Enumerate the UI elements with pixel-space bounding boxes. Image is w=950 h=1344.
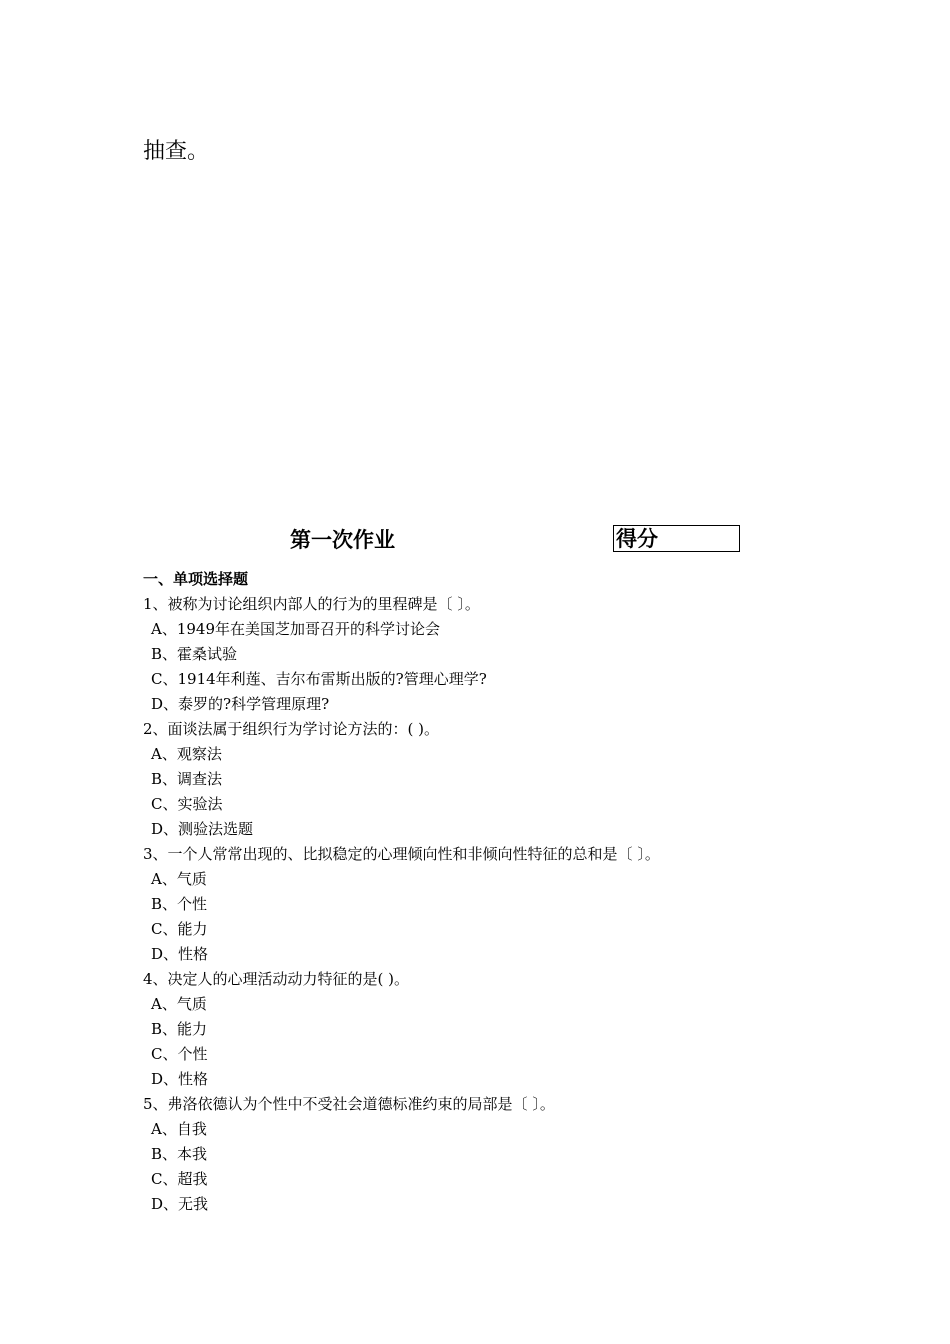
question-stem: 3、一个人常常出现的、比拟稳定的心理倾向性和非倾向性特征的总和是〔 〕。 [143, 845, 660, 863]
option-c: C、个性 [151, 1045, 208, 1063]
option-b: B、霍桑试验 [151, 645, 238, 663]
option-d: D、性格 [151, 1070, 209, 1088]
option-b: B、本我 [151, 1145, 208, 1163]
option-a: A、气质 [151, 870, 207, 888]
option-a: A、气质 [151, 995, 207, 1013]
assignment-title: 第一次作业 [290, 528, 395, 552]
option-d: D、无我 [151, 1195, 209, 1213]
option-b: B、个性 [151, 895, 208, 913]
question-list [143, 567, 843, 1217]
question-4 [143, 967, 843, 1092]
question-1 [143, 592, 843, 717]
question-stem: 5、弗洛依德认为个性中不受社会道德标准约束的局部是〔 〕。 [143, 1095, 555, 1113]
option-a: A、1949年在美国芝加哥召开的科学讨论会 [151, 620, 441, 638]
option-d: D、性格 [151, 945, 209, 963]
question-2 [143, 717, 843, 842]
option-b: B、能力 [151, 1020, 208, 1038]
option-a: A、自我 [151, 1120, 207, 1138]
score-box: 得分 [613, 525, 740, 552]
section-heading: 一、单项选择题 [143, 570, 249, 588]
question-3 [143, 842, 843, 967]
continuation-text: 抽查。 [143, 139, 210, 164]
option-c: C、1914年利莲、吉尔布雷斯出版的?管理心理学? [151, 670, 487, 688]
option-d: D、泰罗的?科学管理原理? [151, 695, 330, 713]
option-a: A、观察法 [151, 745, 222, 763]
question-stem: 2、面谈法属于组织行为学讨论方法的：( )。 [143, 720, 440, 738]
option-b: B、调查法 [151, 770, 223, 788]
question-5 [143, 1092, 843, 1217]
option-c: C、超我 [151, 1170, 208, 1188]
question-stem: 4、决定人的心理活动动力特征的是( )。 [143, 970, 410, 988]
option-d: D、测验法选题 [151, 820, 254, 838]
option-c: C、实验法 [151, 795, 223, 813]
question-stem: 1、被称为讨论组织内部人的行为的里程碑是〔 〕。 [143, 595, 480, 613]
option-c: C、能力 [151, 920, 208, 938]
